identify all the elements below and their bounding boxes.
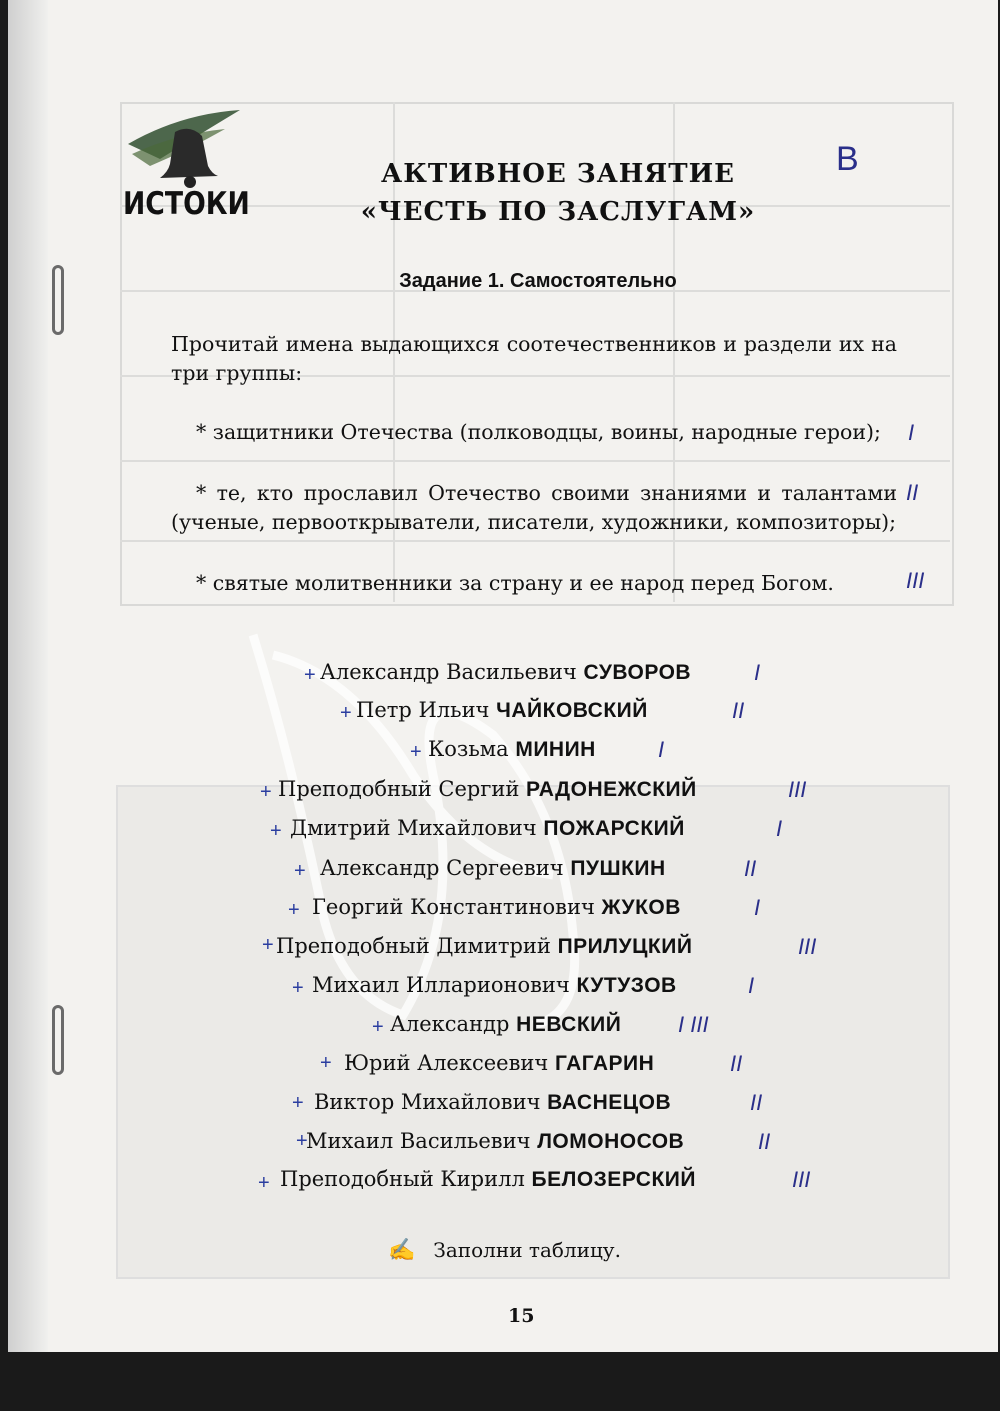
name-mark: II (730, 1051, 743, 1076)
plus-mark-icon: + (340, 702, 352, 724)
list-item (344, 1051, 654, 1083)
task-intro: Прочитай имена выдающихся соотечественников и раздели их на три группы: (171, 332, 897, 385)
name-last: РАДОНЕЖСКИЙ (526, 778, 697, 801)
name-mark: I (776, 816, 783, 841)
name-last: КУТУЗОВ (576, 974, 677, 997)
task-heading: Задание 1. Самостоятельно (399, 270, 677, 292)
pencil-icon: ✍ (388, 1238, 416, 1263)
name-last: БЕЛОЗЕРСКИЙ (531, 1168, 696, 1191)
name-mark: I (748, 973, 755, 998)
list-item (428, 737, 596, 769)
name-first: Юрий Алексеевич (344, 1051, 549, 1075)
group-1: * защитники Отечества (полководцы, воины, народные герои); (196, 420, 881, 444)
plus-mark-icon: + (320, 1052, 332, 1074)
plus-mark-icon: + (296, 1130, 308, 1152)
show-through-line (120, 540, 950, 542)
page-number: 15 (508, 1305, 535, 1327)
name-first: Михаил Илларионович (312, 973, 570, 997)
list-item (280, 1167, 696, 1199)
name-mark: I (754, 660, 761, 685)
name-first: Виктор Михайлович (314, 1090, 541, 1114)
staple-bottom (52, 1005, 64, 1075)
list-item (306, 1129, 684, 1161)
list-item (320, 856, 666, 888)
name-first: Александр Сергеевич (320, 856, 564, 880)
list-item (390, 1012, 621, 1044)
name-first: Александр Васильевич (320, 660, 577, 684)
name-first: Александр (390, 1012, 510, 1036)
group-2: * те, кто прославил Отечество своими знаниями и талантами (ученые, первооткрыватели, писатели, художники, композиторы); (171, 481, 897, 534)
list-item (276, 934, 692, 966)
name-mark: II (744, 856, 757, 881)
group-1-mark: I (908, 420, 915, 445)
title-line-2: «ЧЕСТЬ ПО ЗАСЛУГАМ» (360, 197, 756, 227)
name-last: НЕВСКИЙ (516, 1013, 622, 1036)
plus-mark-icon: + (304, 664, 316, 686)
plus-mark-icon: + (270, 820, 282, 842)
name-mark: I (754, 895, 761, 920)
staple-top (52, 265, 64, 335)
list-item (312, 895, 681, 927)
plus-mark-icon: + (292, 977, 304, 999)
instruction-text: Заполни таблицу. (433, 1238, 621, 1262)
name-first: Георгий Константинович (312, 895, 595, 919)
plus-mark-icon: + (260, 781, 272, 803)
name-mark: I III (678, 1012, 709, 1037)
name-last: ПРИЛУЦКИЙ (557, 935, 693, 958)
name-mark: II (732, 698, 745, 723)
list-item (356, 698, 648, 730)
plus-mark-icon: + (288, 899, 300, 921)
name-mark: I (658, 737, 665, 762)
name-last: ПОЖАРСКИЙ (543, 817, 685, 840)
fill-table-instruction (388, 1238, 621, 1263)
page-spine (8, 0, 48, 1352)
logo-text: ИСТОКИ (123, 186, 250, 222)
show-through-line (120, 460, 950, 462)
name-last: ГАГАРИН (554, 1052, 655, 1075)
name-first: Преподобный Кирилл (280, 1167, 525, 1191)
plus-mark-icon: + (294, 860, 306, 882)
name-last: ЛОМОНОСОВ (537, 1130, 685, 1153)
name-last: ЖУКОВ (601, 896, 681, 919)
name-mark: II (750, 1090, 763, 1115)
group-3-mark: III (906, 568, 925, 593)
title-line-1: АКТИВНОЕ ЗАНЯТИЕ (381, 159, 735, 189)
name-first: Михаил Васильевич (306, 1129, 531, 1153)
name-last: СУВОРОВ (583, 661, 692, 684)
plus-mark-icon: + (372, 1016, 384, 1038)
page-title (328, 155, 788, 231)
name-first: Дмитрий Михайлович (290, 816, 537, 840)
name-last: ВАСНЕЦОВ (547, 1091, 672, 1114)
handwritten-variant: В (836, 140, 859, 178)
group-2-mark: II (906, 480, 919, 505)
list-item (290, 816, 685, 848)
plus-mark-icon: + (258, 1172, 270, 1194)
name-last: ПУШКИН (570, 857, 666, 880)
list-item (320, 660, 691, 692)
plus-mark-icon: + (292, 1092, 304, 1114)
name-last: ЧАЙКОВСКИЙ (496, 699, 648, 722)
group-3: * святые молитвенники за страну и ее народ перед Богом. (196, 571, 834, 595)
name-first: Преподобный Сергий (278, 777, 520, 801)
name-first: Козьма (428, 737, 509, 761)
name-first: Петр Ильич (356, 698, 490, 722)
list-item (312, 973, 677, 1005)
list-item (278, 777, 697, 809)
name-mark: II (758, 1129, 771, 1154)
name-last: МИНИН (515, 738, 596, 761)
name-first: Преподобный Димитрий (276, 934, 551, 958)
name-mark: III (792, 1167, 811, 1192)
plus-mark-icon: + (262, 934, 274, 956)
name-mark: III (788, 777, 807, 802)
name-mark: III (798, 934, 817, 959)
list-item (314, 1090, 671, 1122)
plus-mark-icon: + (410, 741, 422, 763)
workbook-page (8, 0, 998, 1352)
